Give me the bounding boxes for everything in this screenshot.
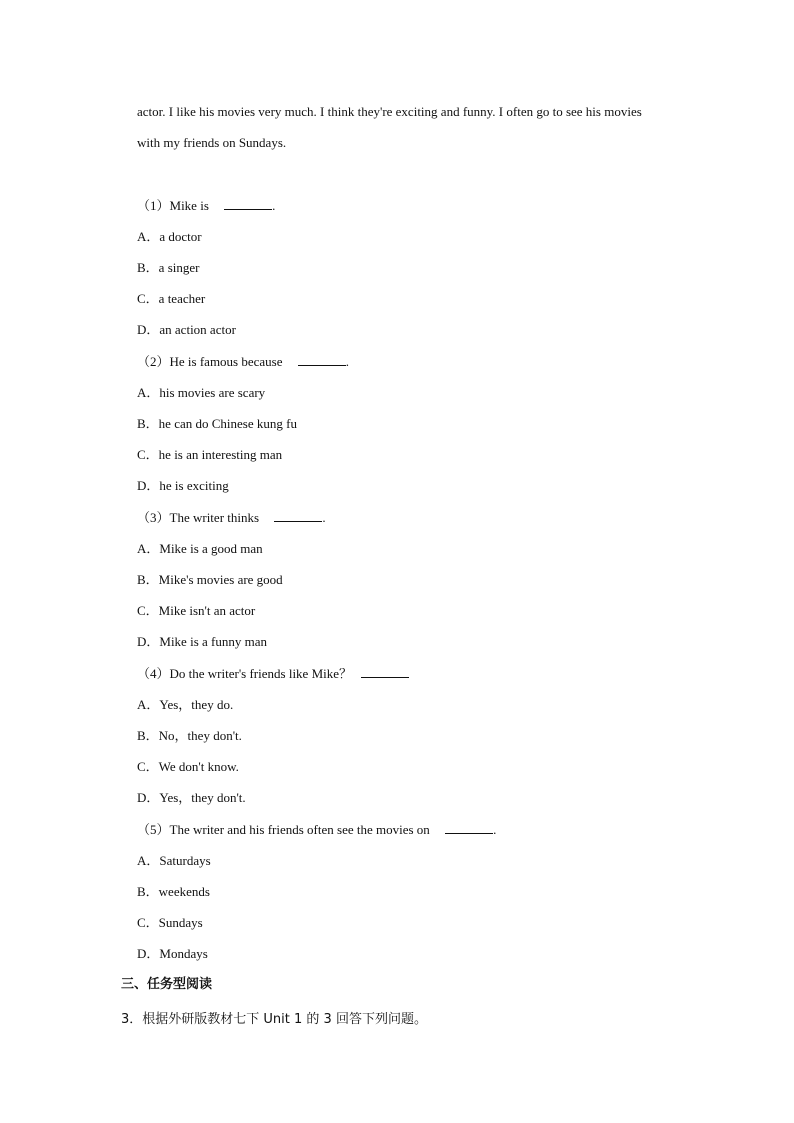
option-c[interactable] (137, 759, 239, 775)
question-2 (137, 353, 349, 370)
option-letter: B． (137, 572, 159, 587)
question-number: （3） (137, 510, 170, 525)
question-tail: . (322, 510, 326, 525)
option-letter: D． (137, 478, 160, 493)
question-3 (137, 509, 326, 526)
option-d[interactable] (137, 946, 208, 962)
option-letter: D． (137, 946, 160, 961)
option-text: No，they don't. (158, 728, 242, 743)
option-a[interactable] (137, 385, 265, 401)
option-letter: D． (137, 634, 160, 649)
option-letter: A． (137, 541, 160, 556)
option-text: Mike is a good man (159, 541, 263, 556)
option-text: a doctor (159, 229, 202, 244)
option-d[interactable] (137, 790, 246, 806)
option-letter: C． (137, 291, 159, 306)
option-b[interactable] (137, 416, 297, 432)
question-stem: He is famous because (169, 354, 283, 369)
answer-blank[interactable] (298, 353, 346, 366)
option-text: his movies are scary (159, 385, 266, 400)
option-text: Mike isn't an actor (158, 603, 256, 618)
question-stem: Mike is (169, 198, 209, 213)
option-letter: A． (137, 853, 160, 868)
option-b[interactable] (137, 260, 199, 276)
option-text: Saturdays (159, 853, 211, 868)
option-text: he is an interesting man (158, 447, 283, 462)
option-text: Sundays (158, 915, 203, 930)
option-text: Mondays (159, 946, 208, 961)
option-letter: D． (137, 790, 160, 805)
option-d[interactable] (137, 478, 229, 494)
question-number: （2） (137, 354, 170, 369)
question-tail: . (272, 198, 276, 213)
option-d[interactable] (137, 322, 236, 338)
option-letter: C． (137, 915, 159, 930)
option-text: Yes，they do. (159, 697, 234, 712)
option-text: a teacher (158, 291, 206, 306)
question-5 (137, 821, 496, 838)
option-letter: D． (137, 322, 160, 337)
option-text: Mike's movies are good (158, 572, 283, 587)
option-text: We don't know. (158, 759, 239, 774)
option-letter: A． (137, 697, 160, 712)
option-letter: B． (137, 260, 159, 275)
option-b[interactable] (137, 572, 283, 588)
option-text: weekends (158, 884, 210, 899)
option-c[interactable] (137, 291, 205, 307)
question-stem: Do the writer's friends like Mike？ (169, 666, 353, 681)
question-number: （5） (137, 822, 170, 837)
option-letter: C． (137, 759, 159, 774)
option-letter: B． (137, 728, 159, 743)
answer-blank[interactable] (224, 197, 272, 210)
option-letter: A． (137, 229, 160, 244)
answer-blank[interactable] (361, 665, 409, 678)
passage-line-2: with my friends on Sundays. (137, 135, 287, 150)
option-b[interactable] (137, 884, 210, 900)
option-letter: A． (137, 385, 160, 400)
answer-blank[interactable] (445, 821, 493, 834)
option-letter: C． (137, 603, 159, 618)
option-a[interactable] (137, 229, 202, 245)
option-text: he is exciting (159, 478, 229, 493)
question-number: （4） (137, 666, 170, 681)
option-a[interactable] (137, 853, 211, 869)
question-4 (137, 665, 409, 682)
option-c[interactable] (137, 603, 255, 619)
option-text: an action actor (159, 322, 236, 337)
question-tail: . (493, 822, 497, 837)
question-1 (137, 197, 275, 214)
option-a[interactable] (137, 541, 263, 557)
question-tail: . (345, 354, 350, 369)
option-letter: B． (137, 884, 159, 899)
option-text: he can do Chinese kung fu (158, 416, 297, 431)
question-stem: The writer and his friends often see the movies on (169, 822, 430, 837)
answer-blank[interactable] (274, 509, 322, 522)
question-stem: The writer thinks (169, 510, 260, 525)
option-c[interactable] (137, 915, 203, 931)
option-text: Mike is a funny man (159, 634, 267, 649)
option-d[interactable] (137, 634, 267, 650)
option-a[interactable] (137, 697, 233, 713)
option-letter: C． (137, 447, 159, 462)
task-instruction: 3．根据外研版教材七下 Unit 1 的 3 回答下列问题。 (121, 1012, 427, 1027)
option-text: a singer (158, 260, 200, 275)
question-number: （1） (137, 198, 170, 213)
option-b[interactable] (137, 728, 242, 744)
section-heading: 三、任务型阅读 (121, 977, 213, 992)
option-letter: B． (137, 416, 159, 431)
option-c[interactable] (137, 447, 282, 463)
option-text: Yes，they don't. (159, 790, 246, 805)
passage-line-1: actor. I like his movies very much. I think they're exciting and funny. I often go to see his movies (137, 104, 642, 119)
